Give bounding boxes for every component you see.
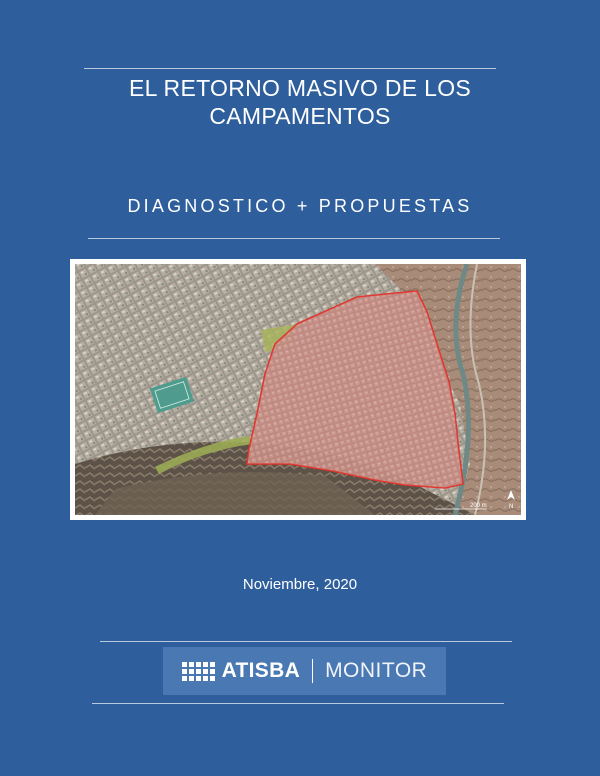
- aerial-map-image: [75, 264, 521, 515]
- atisba-monitor-logo: [163, 647, 446, 695]
- grid-logo-icon: [182, 662, 215, 681]
- brand-bottom-rule: [92, 703, 504, 704]
- publication-date: Noviembre, 2020: [242, 576, 358, 593]
- subtitle-rule: [88, 238, 500, 239]
- document-subtitle: DIAGNOSTICO + PROPUESTAS: [127, 196, 473, 216]
- title-line-1: EL RETORNO MASIVO DE LOS: [128, 75, 472, 101]
- document-title: [60, 74, 540, 130]
- brand-divider: [312, 659, 313, 683]
- map-scale-label: 200 m: [470, 503, 487, 509]
- title-line-2: CAMPAMENTOS: [209, 103, 391, 129]
- brand-product: MONITOR: [325, 659, 428, 682]
- aerial-photo: [70, 259, 526, 520]
- north-label: N: [509, 504, 514, 510]
- brand-top-rule: [100, 641, 512, 642]
- brand-name: ATISBA: [221, 659, 301, 682]
- top-rule: [84, 68, 496, 69]
